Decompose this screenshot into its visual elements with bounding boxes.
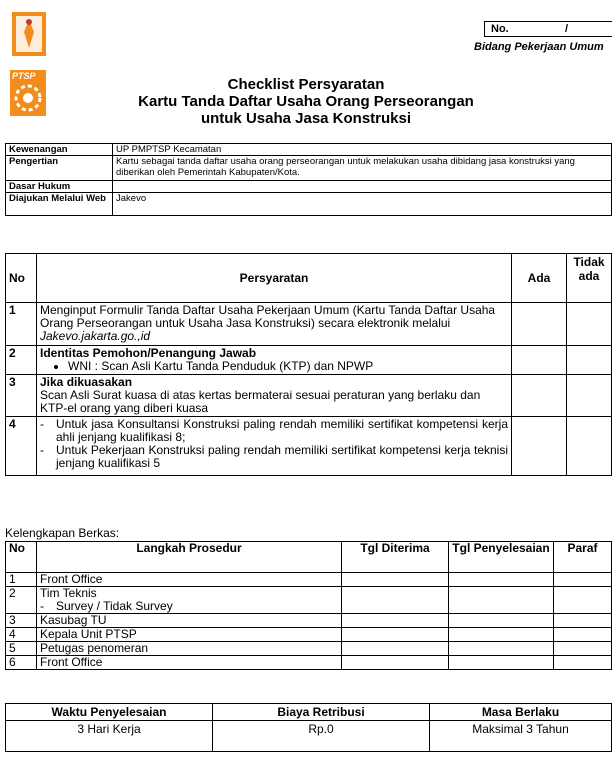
tgl-diterima-cell[interactable] [342,614,449,628]
info-value: Kartu sebagai tanda daftar usaha orang perseorangan untuk melakukan usaha dibidang jasa konstruksi yang diberikan oleh Pemerintah Kabupaten/Kota. [113,156,612,181]
info-row-pengertian [6,156,612,181]
requirement-no: 2 [6,346,37,375]
procedure-row [6,628,612,642]
summary-value-row [6,721,612,752]
procedure-row [6,573,612,587]
requirement-row [6,303,612,346]
kelengkapan-label: Kelengkapan Berkas: [5,526,120,540]
procedure-substep: - Survey / Tidak Survey [40,599,173,613]
procedure-row [6,642,612,656]
procedure-header-row [6,542,612,573]
check-tidak-ada[interactable] [567,417,612,476]
info-row-diajukan [6,193,612,216]
check-ada[interactable] [512,346,567,375]
check-tidak-ada[interactable] [567,375,612,417]
procedure-step: Tim Teknis - Survey / Tidak Survey [37,587,342,614]
procedure-row [6,656,612,670]
jakarta-crest-logo [12,12,46,56]
procedure-step: Kasubag TU [37,614,342,628]
paraf-cell[interactable] [554,573,612,587]
check-ada[interactable] [512,417,567,476]
tgl-penyelesaian-cell[interactable] [449,656,554,670]
requirement-desc: Menginput Formulir Tanda Daftar Usaha Pekerjaan Umum (Kartu Tanda Daftar Usaha Orang Perseorangan untuk Usaha Jasa Konstruksi) secara elektronik melalui [40,303,496,330]
info-table [5,143,612,216]
check-tidak-ada[interactable] [567,303,612,346]
department-label: Bidang Pekerjaan Umum [474,41,604,53]
info-row-kewenangan [6,144,612,156]
info-key: Diajukan Melalui Web [6,193,113,216]
tgl-diterima-cell[interactable] [342,628,449,642]
info-key: Dasar Hukum [6,181,113,193]
requirement-bullet: • WNI : Scan Asli Kartu Tanda Penduduk (KTP) dan NPWP [68,360,508,373]
col-ada: Ada [512,254,567,303]
tgl-diterima-cell[interactable] [342,573,449,587]
masa-value: Maksimal 3 Tahun [430,721,612,752]
summary-table [5,703,612,752]
info-value: Jakevo [113,193,612,216]
tgl-diterima-cell[interactable] [342,642,449,656]
tgl-penyelesaian-cell[interactable] [449,573,554,587]
title-line-1: Checklist Persyaratan [227,76,385,93]
col-paraf: Paraf [554,542,612,573]
paraf-cell[interactable] [554,628,612,642]
requirement-item: - Untuk Pekerjaan Konstruksi paling rendah memiliki sertifikat kompetensi kerja teknisi jenjang kualifikasi 5 [40,443,508,470]
requirement-text [37,375,512,417]
requirements-header-row [6,254,612,303]
procedure-table [5,541,612,670]
paraf-cell[interactable] [554,614,612,628]
requirement-no: 3 [6,375,37,417]
requirement-title: Identitas Pemohon/Penangung Jawab [40,346,257,360]
col-persyaratan: Persyaratan [37,254,512,303]
number-label: No. [491,23,509,35]
title-line-2: Kartu Tanda Daftar Usaha Orang Perseorangan [138,93,474,110]
tgl-penyelesaian-cell[interactable] [449,642,554,656]
requirement-row [6,346,612,375]
tgl-penyelesaian-cell[interactable] [449,614,554,628]
requirement-title: Jika dikuasakan [40,375,133,389]
requirement-text [37,417,512,476]
requirement-no: 1 [6,303,37,346]
procedure-no: 6 [6,656,37,670]
procedure-row [6,587,612,614]
paraf-cell[interactable] [554,587,612,614]
requirement-item: - Untuk jasa Konsultansi Konstruksi paling rendah memiliki sertifikat kompetensi kerja ahli jenjang kualifikasi 8; [40,417,508,444]
biaya-header: Biaya Retribusi [213,704,430,721]
paraf-cell[interactable] [554,656,612,670]
procedure-step: Kepala Unit PTSP [37,628,342,642]
requirement-row [6,375,612,417]
requirement-row [6,417,612,476]
col-no: No [6,542,37,573]
summary-header-row [6,704,612,721]
tgl-penyelesaian-cell[interactable] [449,587,554,614]
check-ada[interactable] [512,303,567,346]
jakevo-link[interactable]: Jakevo.jakarta.go.,id [40,329,151,343]
paraf-cell[interactable] [554,642,612,656]
requirement-desc: Scan Asli Surat kuasa di atas kertas bermaterai sesuai peraturan yang berlaku dan KTP-el orang yang diberi kuasa [40,388,481,415]
procedure-no: 5 [6,642,37,656]
info-row-dasar-hukum [6,181,612,193]
requirement-no: 4 [6,417,37,476]
biaya-value: Rp.0 [213,721,430,752]
title-line-3: untuk Usaha Jasa Konstruksi [200,110,412,127]
requirement-text [37,303,512,346]
col-no: No [6,254,37,303]
procedure-row [6,614,612,628]
ptsp-logo-text: PTSP [12,71,36,81]
number-slash: / [565,23,569,35]
col-tgl-penyelesaian: Tgl Penyelesaian [449,542,554,573]
tgl-diterima-cell[interactable] [342,587,449,614]
procedure-step: Petugas penomeran [37,642,342,656]
procedure-no: 2 [6,587,37,614]
col-tgl-diterima: Tgl Diterima [342,542,449,573]
procedure-no: 1 [6,573,37,587]
document-number-box [484,21,612,37]
waktu-value: 3 Hari Kerja [6,721,213,752]
info-value [113,181,612,193]
info-value: UP PMPTSP Kecamatan [113,144,612,156]
requirements-table [5,253,612,476]
check-tidak-ada[interactable] [567,346,612,375]
waktu-header: Waktu Penyelesaian [6,704,213,721]
procedure-no: 3 [6,614,37,628]
tgl-diterima-cell[interactable] [342,656,449,670]
col-tidak-ada: Tidak ada [567,254,612,303]
masa-header: Masa Berlaku [430,704,612,721]
procedure-step: Front Office [37,573,342,587]
info-key: Kewenangan [6,144,113,156]
info-key: Pengertian [6,156,113,181]
col-langkah: Langkah Prosedur [37,542,342,573]
procedure-step: Front Office [37,656,342,670]
tgl-penyelesaian-cell[interactable] [449,628,554,642]
requirement-text [37,346,512,375]
check-ada[interactable] [512,375,567,417]
procedure-no: 4 [6,628,37,642]
